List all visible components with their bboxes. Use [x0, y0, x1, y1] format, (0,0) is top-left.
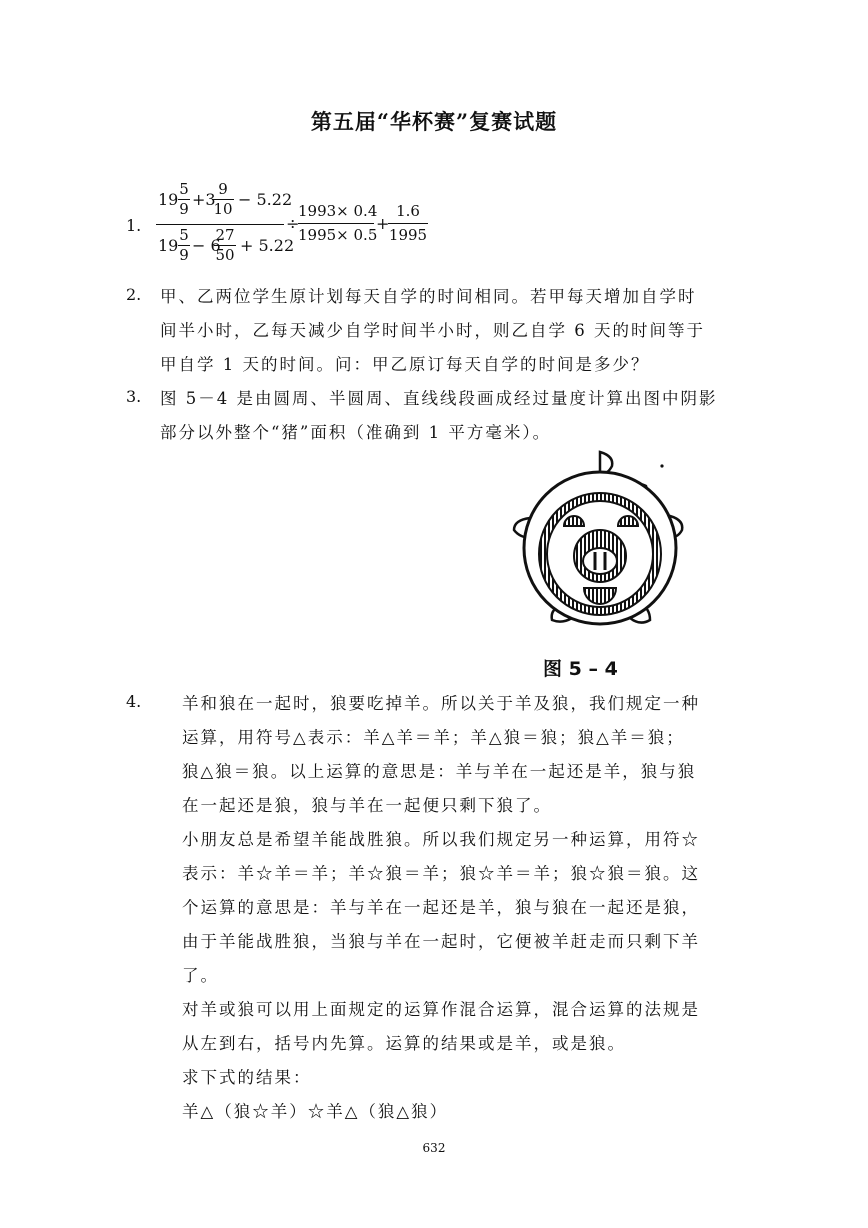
q4-line: 从左到右，括号内先算。运算的结果或是羊，或是狼。	[182, 1034, 626, 1053]
q4-line: 对羊或狼可以用上面规定的运算作混合运算，混合运算的法规是	[182, 1000, 700, 1019]
right-fraction-num: 1.6	[396, 202, 420, 220]
q4-line: 在一起还是狼，狼与羊在一起便只剩下狼了。	[182, 796, 552, 815]
mid-fraction-den: 1995× 0.5	[298, 226, 378, 244]
big-num-fa-den: 9	[179, 200, 189, 218]
big-den-fa-num: 5	[179, 226, 189, 244]
big-den-minus: − 6	[192, 236, 221, 255]
big-den-fb-num: 27	[215, 226, 235, 244]
q3-number: 3.	[126, 387, 142, 406]
nose	[583, 548, 617, 574]
mid-fraction-num: 1993× 0.4	[298, 202, 378, 220]
q4-number: 4.	[126, 692, 142, 711]
q2-line: 间半小时，乙每天减少自学时间半小时，则乙自学 6 天的时间等于	[160, 321, 705, 340]
big-den-whole-a: 19	[158, 236, 179, 255]
q3-line: 部分以外整个“猪”面积（准确到 1 平方毫米）。	[160, 423, 552, 442]
big-num-plus: +3	[192, 190, 216, 209]
q4-line: 小朋友总是希望羊能战胜狼。所以我们规定另一种运算，用符☆	[182, 830, 700, 849]
q1-divide-sign: ÷	[286, 214, 300, 233]
q1-number: 1.	[126, 216, 142, 235]
q4-line: 羊和狼在一起时，狼要吃掉羊。所以关于羊及狼，我们规定一种	[182, 694, 700, 713]
q4-line: 由于羊能战胜狼，当狼与羊在一起时，它便被羊赶走而只剩下羊	[182, 932, 700, 951]
q4-line: 了。	[182, 966, 219, 985]
big-num-fb-den: 10	[213, 200, 233, 218]
q1-expression	[150, 180, 440, 272]
big-den-fa-den: 9	[179, 246, 189, 264]
q4-line: 狼△狼＝狼。以上运算的意思是：羊与羊在一起还是羊，狼与狼	[182, 762, 697, 781]
q2-number: 2.	[126, 285, 142, 304]
figure-caption: 图 5 – 4	[543, 658, 618, 680]
q4-line: 个运算的意思是：羊与羊在一起还是羊，狼与狼在一起还是狼，	[182, 898, 700, 917]
page-title: 第五届“华杯赛”复赛试题	[310, 109, 558, 134]
q3-line: 图 5－4 是由圆周、半圆周、直线线段画成经过量度计算出图中阴影	[160, 389, 718, 408]
big-num-tail: − 5.22	[238, 190, 293, 209]
right-fraction-den: 1995	[388, 226, 428, 244]
q1-plus-sign: +	[376, 214, 390, 233]
big-den-tail: + 5.22	[240, 236, 295, 255]
big-num-whole-a: 19	[158, 190, 179, 209]
q2-line: 甲、乙两位学生原计划每天自学的时间相同。若甲每天增加自学时	[160, 287, 697, 306]
big-num-fa-num: 5	[179, 180, 189, 198]
q4-line: 求下式的结果：	[182, 1068, 312, 1087]
q4-line: 羊△（狼☆羊）☆羊△（狼△狼）	[182, 1102, 449, 1121]
q4-line: 运算，用符号△表示：羊△羊＝羊；羊△狼＝狼；狼△羊＝狼；	[182, 728, 685, 747]
figure-dot	[660, 464, 663, 467]
q4-line: 表示：羊☆羊＝羊；羊☆狼＝羊；狼☆羊＝羊；狼☆狼＝狼。这	[182, 864, 700, 883]
q1-main-fraction-bar	[156, 224, 284, 225]
big-den-fb-den: 50	[215, 246, 235, 264]
pig-figure	[500, 448, 700, 648]
page-number: 632	[422, 1141, 446, 1155]
big-num-fb-num: 9	[218, 180, 228, 198]
q2-line: 甲自学 1 天的时间。问：甲乙原订每天自学的时间是多少？	[160, 355, 650, 374]
